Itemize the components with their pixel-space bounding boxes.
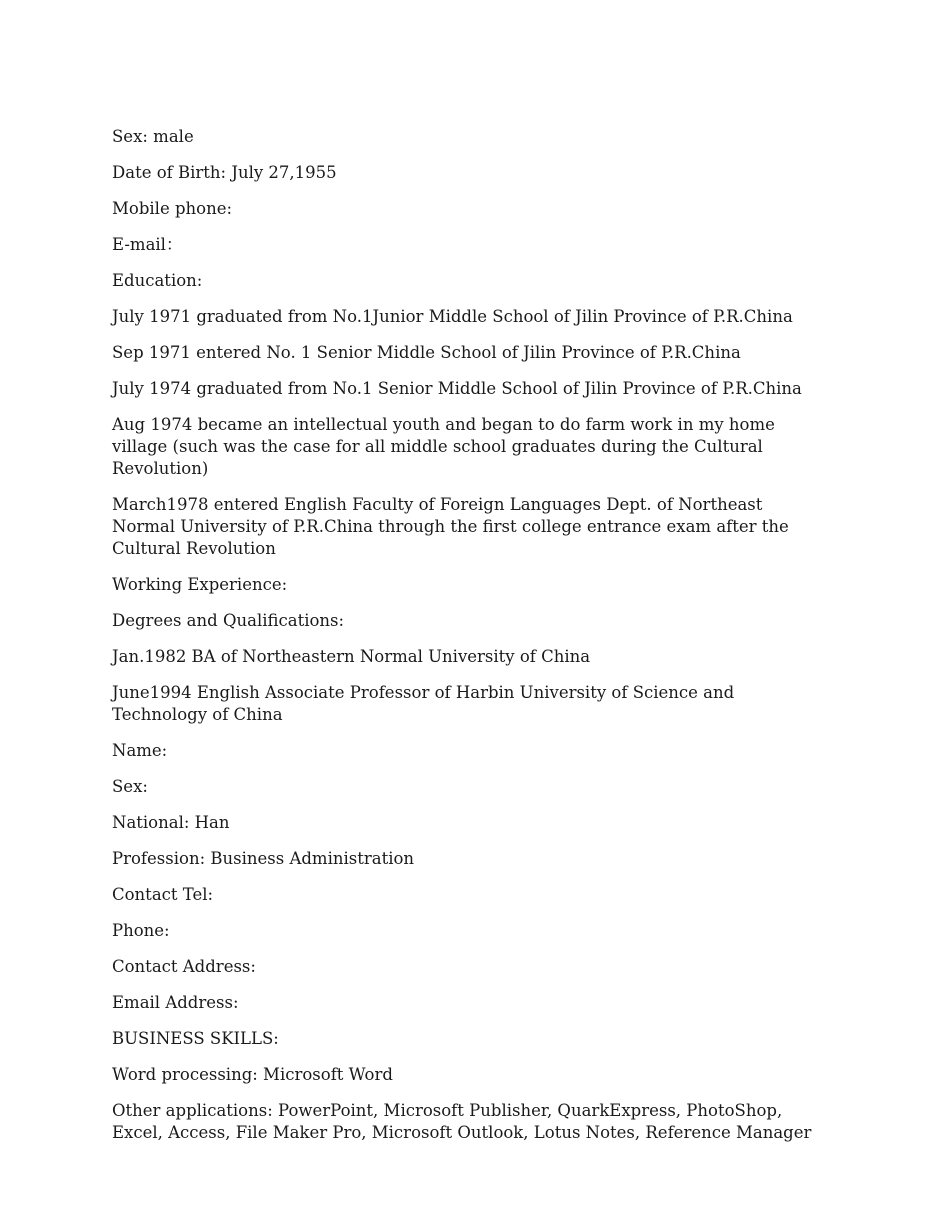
sex-field-line: Sex: — [112, 777, 148, 796]
education-entry: July 1974 graduated from No.1 Senior Middle School of Jilin Province of P.R.China — [112, 379, 802, 398]
contact-address-line: Contact Address: — [112, 957, 256, 976]
mobile-phone-line: Mobile phone: — [112, 199, 233, 218]
degree-entry: Jan.1982 BA of Northeastern Normal University of China — [112, 647, 591, 666]
sex-line: Sex: male — [112, 127, 194, 146]
business-skills-heading: BUSINESS SKILLS: — [112, 1029, 279, 1048]
word-processing-line: Word processing: Microsoft Word — [112, 1065, 393, 1084]
education-entry: Aug 1974 became an intellectual youth and began to do farm work in my home village (such was the case for all middle school graduates during the Cultural Revolution) — [112, 415, 775, 478]
email-line: E-mail： — [112, 235, 183, 254]
phone-line: Phone: — [112, 921, 170, 940]
education-heading: Education: — [112, 271, 203, 290]
profession-line: Profession: Business Administration — [112, 849, 415, 868]
education-entry: July 1971 graduated from No.1Junior Middle School of Jilin Province of P.R.China — [112, 307, 793, 326]
education-entry: March1978 entered English Faculty of Foreign Languages Dept. of Northeast Normal University of P.R.China through the first college entrance exam after the Cultural Revolution — [112, 495, 789, 558]
contact-tel-line: Contact Tel: — [112, 885, 214, 904]
national-line: National: Han — [112, 813, 230, 832]
other-applications-line: Other applications: PowerPoint, Microsoft Publisher, QuarkExpress, PhotoShop, Excel, Access, File Maker Pro, Microsoft Outlook, Lotus Notes, Reference Manager — [112, 1101, 812, 1142]
working-experience-heading: Working Experience: — [112, 575, 288, 594]
document-page — [112, 126, 824, 1158]
email-address-line: Email Address: — [112, 993, 239, 1012]
degree-entry: June1994 English Associate Professor of Harbin University of Science and Technology of China — [112, 683, 735, 724]
education-entry: Sep 1971 entered No. 1 Senior Middle School of Jilin Province of P.R.China — [112, 343, 741, 362]
name-line: Name: — [112, 741, 168, 760]
date-of-birth-line: Date of Birth: July 27,1955 — [112, 163, 337, 182]
degrees-heading: Degrees and Qualifications: — [112, 611, 345, 630]
